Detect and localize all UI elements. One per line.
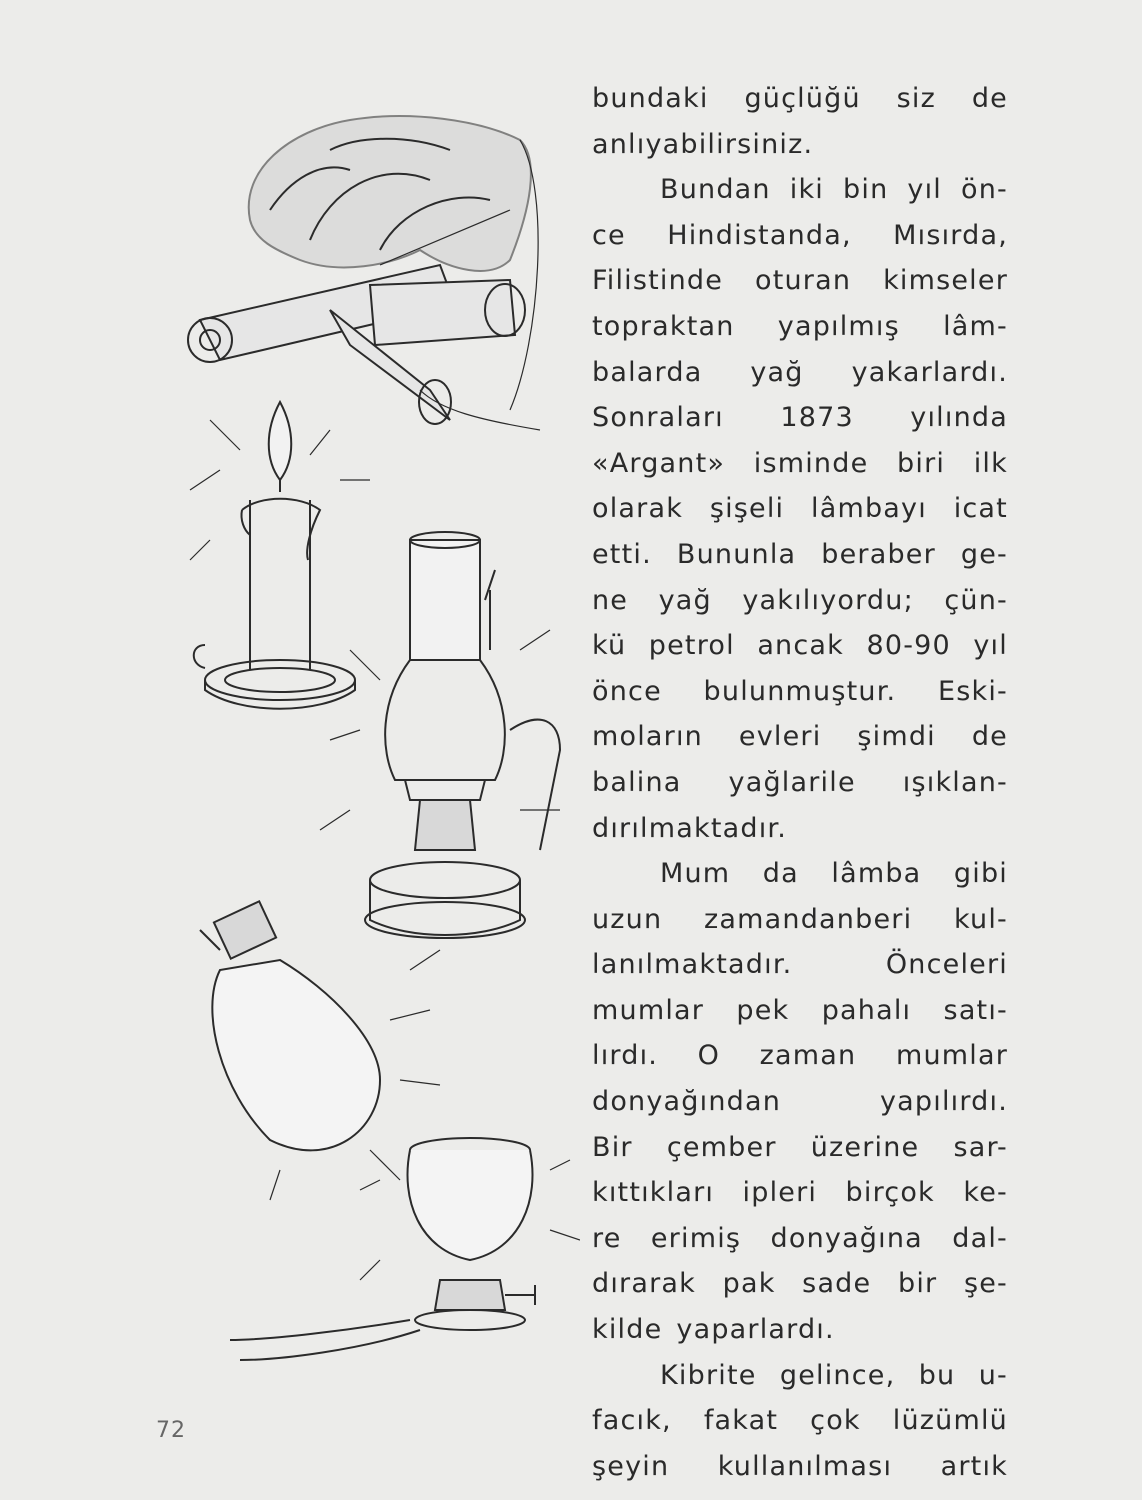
text-line — [592, 760, 1008, 806]
word: lâm- — [943, 310, 1008, 342]
text-line — [592, 76, 1008, 122]
campfire-illustration — [188, 116, 540, 430]
word: balarda — [592, 356, 703, 388]
word: Filistinde — [592, 265, 724, 297]
text-line — [592, 395, 1008, 441]
word: moların — [592, 721, 703, 753]
text-line — [592, 1398, 1008, 1444]
word: lâmbayı — [811, 493, 927, 525]
word: ne — [592, 584, 629, 616]
word: lâmba — [831, 858, 922, 890]
word: yağ — [658, 584, 712, 616]
word: kü — [592, 630, 627, 662]
word: dırarak — [592, 1268, 696, 1300]
word: dal- — [952, 1222, 1008, 1254]
word: da — [762, 858, 799, 890]
word: «Argant» — [592, 447, 726, 479]
text-line — [592, 1216, 1008, 1262]
word: önce — [592, 675, 662, 707]
text-line — [592, 532, 1008, 578]
word: yakarlardı. — [851, 356, 1008, 388]
word: de — [971, 721, 1008, 753]
word: siz — [896, 83, 936, 114]
text-line — [592, 441, 1008, 487]
word: icat — [953, 493, 1008, 525]
light-bulb-illustration — [200, 901, 440, 1200]
word: ge- — [960, 538, 1008, 570]
word: anlıyabilirsiniz. — [592, 128, 814, 160]
text-line — [592, 1079, 1008, 1125]
word: yapılırdı. — [879, 1086, 1008, 1118]
word: ce — [592, 219, 626, 251]
word: bu — [918, 1359, 956, 1391]
word: pek — [736, 994, 790, 1026]
word: yağ — [750, 356, 804, 388]
word: erimiş — [650, 1222, 742, 1254]
word: Sonraları — [592, 402, 724, 434]
word: pahalı — [821, 994, 912, 1026]
word: lırdı. — [592, 1040, 659, 1072]
text-line — [592, 897, 1008, 943]
word: Önceleri — [885, 949, 1008, 981]
word: artık — [940, 1450, 1008, 1482]
text-line — [592, 486, 1008, 532]
word: ipleri — [742, 1177, 818, 1209]
word: fakat — [703, 1405, 779, 1437]
word: bulunmuştur. — [703, 675, 897, 707]
text-line — [592, 350, 1008, 396]
word: kul- — [954, 903, 1008, 935]
word: beraber — [821, 538, 936, 570]
word: yılında — [910, 402, 1008, 434]
word: yağlarile — [728, 766, 856, 798]
word: zamandanberi — [704, 903, 913, 935]
word: Bununla — [676, 538, 797, 570]
word: donyağından — [592, 1086, 782, 1118]
candle-illustration — [190, 402, 370, 709]
text-line — [592, 669, 1008, 715]
word: u- — [978, 1359, 1008, 1391]
word: şe- — [963, 1268, 1008, 1300]
word: ancak — [757, 630, 844, 662]
word: topraktan — [592, 310, 735, 342]
word: birçok — [845, 1177, 935, 1209]
word: etti. — [592, 538, 652, 570]
text-line — [592, 623, 1008, 669]
word: Mum — [660, 858, 731, 890]
lighting-history-illustration — [180, 90, 580, 1410]
word: pak — [722, 1268, 776, 1300]
word: Eski- — [937, 675, 1008, 707]
word: şeyin — [592, 1450, 670, 1482]
word: Hindistanda, — [667, 219, 852, 251]
word: de — [971, 83, 1008, 114]
word: evleri — [738, 721, 822, 753]
text-line — [592, 304, 1008, 350]
text-line — [592, 1125, 1008, 1171]
word: 80-90 — [866, 630, 951, 662]
word: zaman — [759, 1040, 857, 1072]
word: Mısırda, — [893, 219, 1008, 251]
word: çok — [810, 1405, 861, 1437]
word: petrol — [648, 630, 735, 662]
text-line — [592, 1444, 1008, 1490]
text-line — [592, 578, 1008, 624]
text-line — [592, 806, 1008, 852]
text-line — [592, 988, 1008, 1034]
text-line — [592, 942, 1008, 988]
electric-lamp-illustration — [230, 1138, 580, 1360]
word: üzerine — [810, 1131, 920, 1163]
word: sade — [802, 1268, 872, 1300]
word: mumlar — [895, 1040, 1008, 1072]
page-number: 72 — [156, 1418, 186, 1443]
text-line — [592, 1307, 1008, 1353]
word: bir — [897, 1268, 938, 1300]
word: balina — [592, 766, 682, 798]
word: re — [592, 1222, 622, 1254]
word: Kibrite — [660, 1359, 757, 1391]
word: biri — [897, 447, 946, 479]
word: gelince, — [779, 1359, 896, 1391]
word: ışıklan- — [902, 766, 1008, 798]
word: kimseler — [883, 265, 1008, 297]
word: donyağına — [770, 1222, 923, 1254]
text-line — [592, 1261, 1008, 1307]
word: ön- — [961, 174, 1008, 206]
word: O — [697, 1040, 721, 1072]
word: yaparlardı. — [676, 1314, 835, 1346]
word: çember — [666, 1131, 777, 1163]
word: facık, — [592, 1405, 672, 1437]
text-line — [592, 1353, 1008, 1399]
word: Bundan — [660, 174, 771, 206]
body-text — [592, 76, 1008, 1489]
word: kıttıkları — [592, 1177, 715, 1209]
word: sar- — [953, 1131, 1008, 1163]
text-line — [592, 1170, 1008, 1216]
word: yakılıyordu; — [742, 584, 914, 616]
text-line — [592, 258, 1008, 304]
word: uzun — [592, 903, 663, 935]
word: dırılmaktadır. — [592, 812, 788, 844]
word: isminde — [753, 447, 869, 479]
word: bundaki — [592, 83, 709, 114]
word: lüzümlü — [892, 1405, 1008, 1437]
word: yapılmış — [777, 310, 900, 342]
word: kullanılması — [717, 1450, 893, 1482]
text-line — [592, 1033, 1008, 1079]
text-line — [592, 851, 1008, 897]
word: ke- — [963, 1177, 1008, 1209]
word: olarak — [592, 493, 684, 525]
word: kilde — [592, 1314, 663, 1346]
word: yıl — [907, 174, 942, 206]
text-line — [592, 213, 1008, 259]
text-line — [592, 714, 1008, 760]
word: 1873 — [780, 402, 854, 434]
oil-lamp-illustration — [320, 532, 560, 938]
word: gibi — [953, 858, 1008, 890]
word: satı- — [943, 994, 1008, 1026]
text-line — [592, 122, 1008, 168]
word: iki — [789, 174, 825, 206]
word: ilk — [973, 447, 1008, 479]
word: çün- — [944, 584, 1008, 616]
word: lanılmaktadır. — [592, 949, 793, 981]
word: mumlar — [592, 994, 705, 1026]
text-line — [592, 167, 1008, 213]
word: oturan — [754, 265, 852, 297]
word: şişeli — [709, 493, 785, 525]
word: güçlüğü — [744, 83, 861, 114]
word: yıl — [973, 630, 1008, 662]
word: bin — [843, 174, 889, 206]
word: Bir — [592, 1131, 633, 1163]
word: şimdi — [857, 721, 936, 753]
